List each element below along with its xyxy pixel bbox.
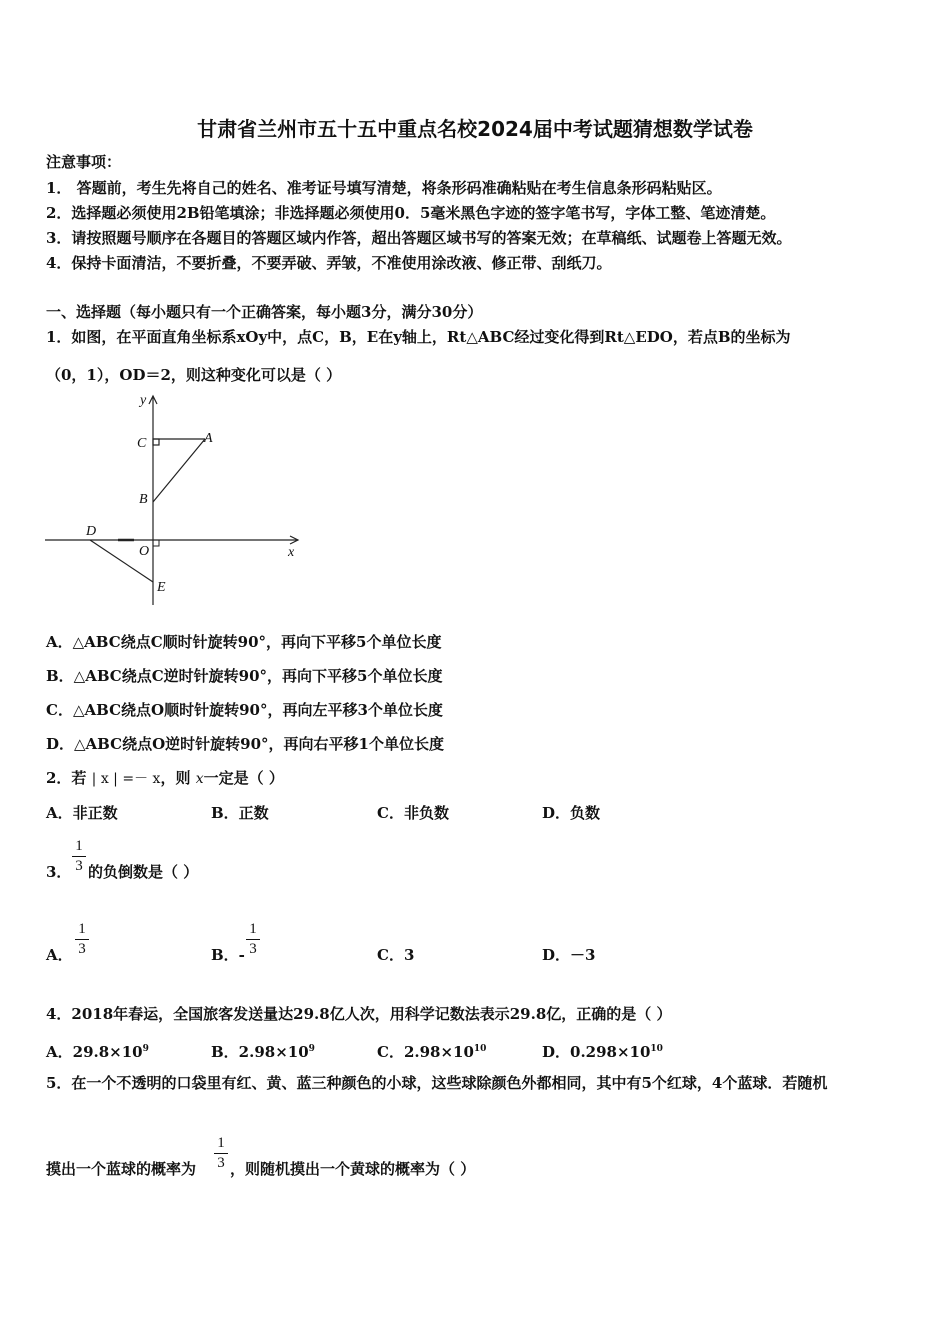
question-3-fraction <box>72 838 86 875</box>
fraction-denominator: 3 <box>249 941 257 957</box>
question-4-option-c <box>377 1040 486 1061</box>
question-1-stem-cont: （0，1），OD＝2，则这种变化可以是（ ） <box>46 366 342 384</box>
label-a: A <box>204 431 213 446</box>
question-2-prefix: 2．若 <box>46 769 87 787</box>
question-2-abs-expression: | x | =－ x <box>91 771 161 787</box>
option-exponent: 10 <box>473 1044 487 1054</box>
question-4-option-a <box>46 1040 149 1061</box>
question-5-fraction <box>214 1135 228 1172</box>
segment-ab <box>153 439 205 502</box>
question-5-stem-suffix: ，则随机摸出一个黄球的概率为（ ） <box>230 1160 476 1178</box>
fraction-numerator: 1 <box>249 921 257 937</box>
page-title: 甘肃省兰州市五十五中重点名校2024届中考试题猜想数学试卷 <box>197 117 753 141</box>
right-angle-o <box>153 540 159 546</box>
coordinate-figure <box>40 392 310 608</box>
question-2-suffix: 一定是（ ） <box>203 769 284 787</box>
question-1-option-a: A．△ABC绕点C顺时针旋转90°，再向下平移5个单位长度 <box>46 633 442 651</box>
fraction-numerator: 1 <box>78 921 86 937</box>
question-3-option-c: C．3 <box>377 946 415 964</box>
question-3-stem: 的负倒数是（ ） <box>88 863 199 881</box>
question-2-option-d: D．负数 <box>542 804 601 822</box>
question-2-variable: x <box>195 771 204 787</box>
question-3-number: 3． <box>46 863 72 881</box>
question-1-option-b: B．△ABC绕点C逆时针旋转90°，再向下平移5个单位长度 <box>46 667 443 685</box>
question-2-middle: ，则 <box>160 769 191 787</box>
question-4-option-d <box>542 1040 663 1061</box>
question-3-option-b-fraction <box>246 921 260 958</box>
question-2-option-a: A．非正数 <box>46 804 118 822</box>
fraction-denominator: 3 <box>75 858 83 874</box>
fraction-numerator: 1 <box>217 1135 225 1151</box>
question-1-option-d: D．△ABC绕点O逆时针旋转90°，再向右平移1个单位长度 <box>46 735 444 753</box>
notice-item: 4．保持卡面清洁，不要折叠，不要弄破、弄皱，不准使用涂改液、修正带、刮纸刀。 <box>46 254 612 272</box>
right-angle-c <box>153 439 159 445</box>
label-o: O <box>139 544 150 559</box>
fraction-denominator: 3 <box>78 941 86 957</box>
fraction-denominator: 3 <box>217 1155 225 1171</box>
label-e: E <box>157 580 166 595</box>
label-b: B <box>139 492 148 507</box>
question-1-option-c: C．△ABC绕点O顺时针旋转90°，再向左平移3个单位长度 <box>46 701 443 719</box>
notice-item: 2．选择题必须使用2B铅笔填涂；非选择题必须使用0．5毫米黑色字迹的签字笔书写，字体工整、笔迹清楚。 <box>46 204 776 222</box>
option-exponent: 9 <box>142 1044 149 1054</box>
label-y: y <box>140 393 147 408</box>
label-x: x <box>288 545 295 560</box>
notice-heading: 注意事项： <box>46 153 122 171</box>
option-base: B．2.98×10 <box>211 1043 309 1061</box>
option-base: C．2.98×10 <box>377 1043 474 1061</box>
question-4-option-b <box>211 1040 315 1061</box>
label-c: C <box>137 436 147 451</box>
section-heading: 一、选择题（每小题只有一个正确答案，每小题3分，满分30分） <box>46 303 483 321</box>
notice-item: 3．请按照题号顺序在各题目的答题区域内作答，超出答题区域书写的答案无效；在草稿纸、试题卷上答题无效。 <box>46 229 792 247</box>
question-4-stem: 4．2018年春运，全国旅客发送量达29.8亿人次，用科学记数法表示29.8亿，正确的是（ ） <box>46 1005 672 1023</box>
question-5-stem: 5．在一个不透明的口袋里有红、黄、蓝三种颜色的小球，这些球除颜色外都相同，其中有5个红球，4个蓝球．若随机 <box>46 1074 828 1092</box>
option-exponent: 10 <box>650 1044 663 1054</box>
question-5-stem-prefix: 摸出一个蓝球的概率为 <box>46 1160 197 1178</box>
option-base: A．29.8×10 <box>46 1043 143 1061</box>
fraction-numerator: 1 <box>75 838 83 854</box>
question-2-stem <box>46 769 284 788</box>
question-3-option-b-label: B．- <box>211 946 245 964</box>
option-base: D．0.298×10 <box>542 1043 651 1061</box>
question-3-option-d: D．－3 <box>542 946 596 964</box>
question-3-option-a-fraction <box>75 921 89 958</box>
option-exponent: 9 <box>308 1044 315 1054</box>
question-3-option-a-label: A． <box>46 946 73 964</box>
question-2-option-b: B．正数 <box>211 804 269 822</box>
notice-item: 1． 答题前，考生先将自己的姓名、准考证号填写清楚，将条形码准确粘贴在考生信息条形码粘贴区。 <box>46 179 722 197</box>
question-1-stem: 1．如图，在平面直角坐标系xOy中，点C，B，E在y轴上，Rt△ABC经过变化得到Rt△EDO，若点B的坐标为 <box>46 328 791 346</box>
question-2-option-c: C．非负数 <box>377 804 449 822</box>
label-d: D <box>86 524 97 539</box>
